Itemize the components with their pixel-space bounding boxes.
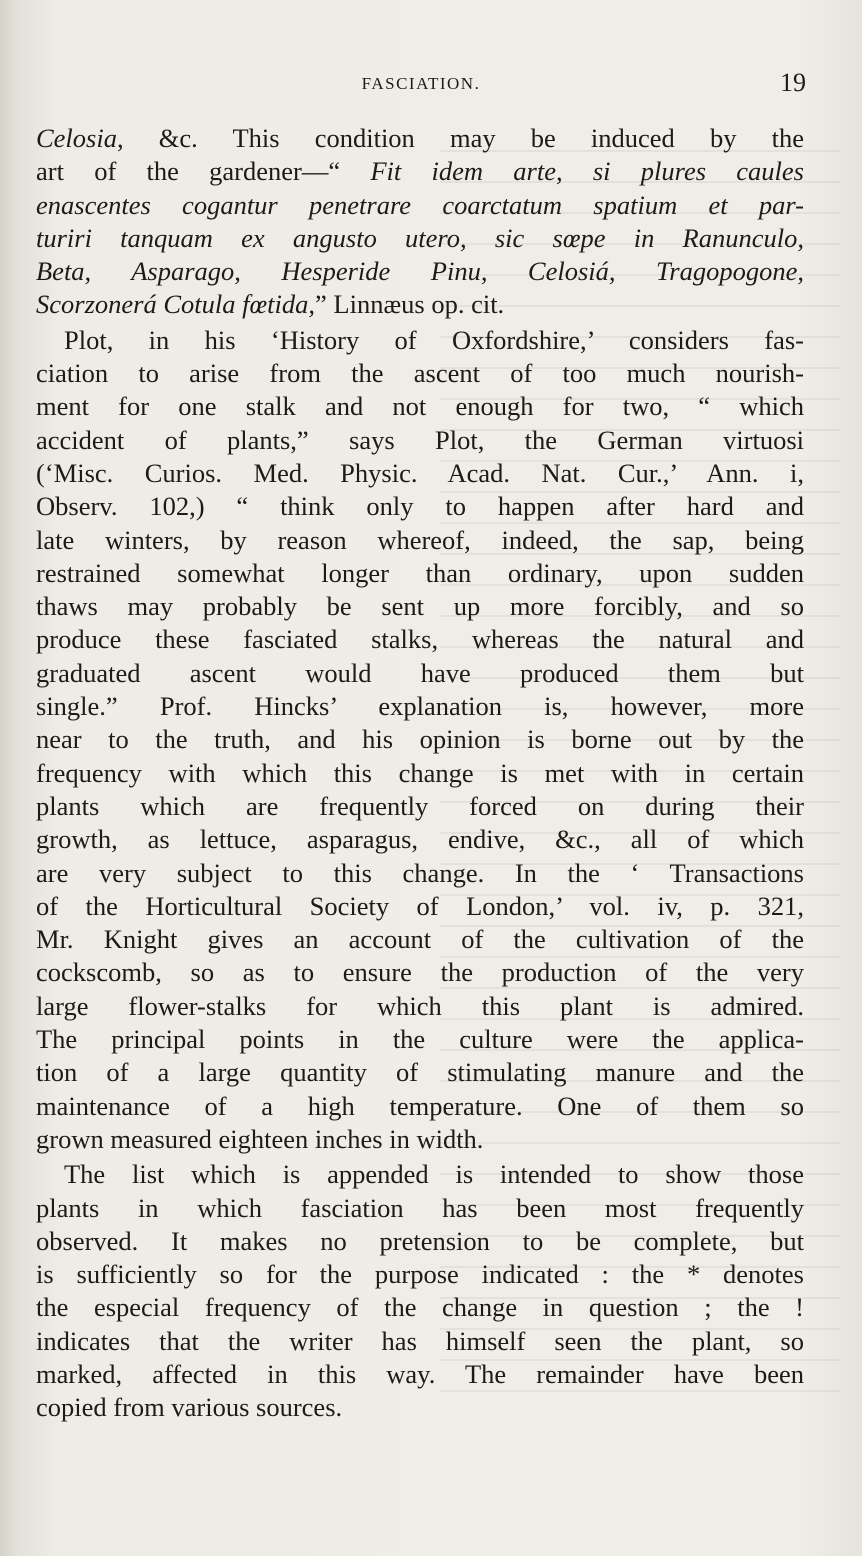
text-line: the especial frequency of the change in question ; the ! [36,1292,804,1323]
text-line: The principal points in the culture were the applica- [36,1024,804,1055]
text-line: ciation to arise from the ascent of too much nourish- [36,358,804,389]
text-line: large flower-stalks for which this plant is admired. [36,990,804,1021]
text-line: tion of a large quantity of stimulating manure and the [36,1057,804,1088]
latin-quotation: Scorzonerá Cotula fœtida, [36,289,316,320]
text-line: Scorzonerá Cotula fœtida,” Linnæus op. cit. [36,289,505,320]
latin-quotation: Fit idem arte, si plures caules [370,156,804,187]
text-line: of the Horticultural Society of London,’ vol. iv, p. 321, [36,890,804,921]
paragraph-1 [36,122,804,322]
text-line: observed. It makes no pretension to be complete, but [36,1225,804,1256]
text-line: Plot, in his ‘History of Oxfordshire,’ considers fas- [64,324,804,355]
text-line: (‘Misc. Curios. Med. Physic. Acad. Nat. Cur.,’ Ann. i, [36,457,804,488]
page-header [36,68,806,102]
text-line: Mr. Knight gives an account of the cultivation of the [36,924,804,955]
latin-quotation: enascentes cogantur penetrare coarctatum spatium et par- [36,189,804,220]
text-line: graduated ascent would have produced them but [36,657,804,688]
text-line: near to the truth, and his opinion is borne out by the [36,724,804,755]
text-line: art of the gardener—“ Fit idem arte, si plures caules [36,156,804,187]
text-line: Observ. 102,) “ think only to happen after hard and [36,491,804,522]
text-line: accident of plants,” says Plot, the German virtuosi [36,424,804,455]
text-line: marked, affected in this way. The remainder have been [36,1358,804,1389]
text-line: Celosia, &c. This condition may be induced by the [36,123,804,153]
text-line: frequency with which this change is met with in certain [36,757,804,788]
text-line: single.” Prof. Hincks’ explanation is, however, more [36,691,804,722]
text-line: restrained somewhat longer than ordinary, upon sudden [36,557,804,588]
latin-quotation: Celosia [36,123,117,153]
text-line: maintenance of a high temperature. One of them so [36,1090,804,1121]
text-line: late winters, by reason whereof, indeed, the sap, being [36,524,804,555]
latin-quotation: Beta, Asparago, Hesperide Pinu, Celosiá, Tragopogone, [36,256,804,287]
text-line: copied from various sources. [36,1392,343,1423]
text-line: ment for one stalk and not enough for two, “ which [36,391,804,422]
text-line: cockscomb, so as to ensure the production of the very [36,957,804,988]
page-number: 19 [780,68,806,97]
text-line: growth, as lettuce, asparagus, endive, &c., all of which [36,824,804,855]
running-title: FASCIATION. [361,74,481,93]
text-line: grown measured eighteen inches in width. [36,1123,484,1154]
paragraph-2 [36,324,804,1156]
text-line: plants which are frequently forced on during their [36,790,804,821]
text-line: is sufficiently so for the purpose indicated : the * denotes [36,1259,804,1290]
body-text [36,122,804,1425]
text-line: The list which is appended is intended to show those [64,1159,804,1190]
text-line: indicates that the writer has himself seen the plant, so [36,1325,804,1356]
text-line: plants in which fasciation has been most frequently [36,1192,804,1223]
text-line [36,189,804,222]
latin-quotation: turiri tanquam ex angusto utero, sic sœpe in Ranunculo, [36,222,804,253]
paragraph-3 [36,1158,804,1424]
text-line: produce these fasciated stalks, whereas the natural and [36,624,804,655]
text-line [36,222,804,255]
text-line: thaws may probably be sent up more forcibly, and so [36,591,804,622]
text-line: are very subject to this change. In the ‘ Transactions [36,857,804,888]
text-line [36,255,804,288]
